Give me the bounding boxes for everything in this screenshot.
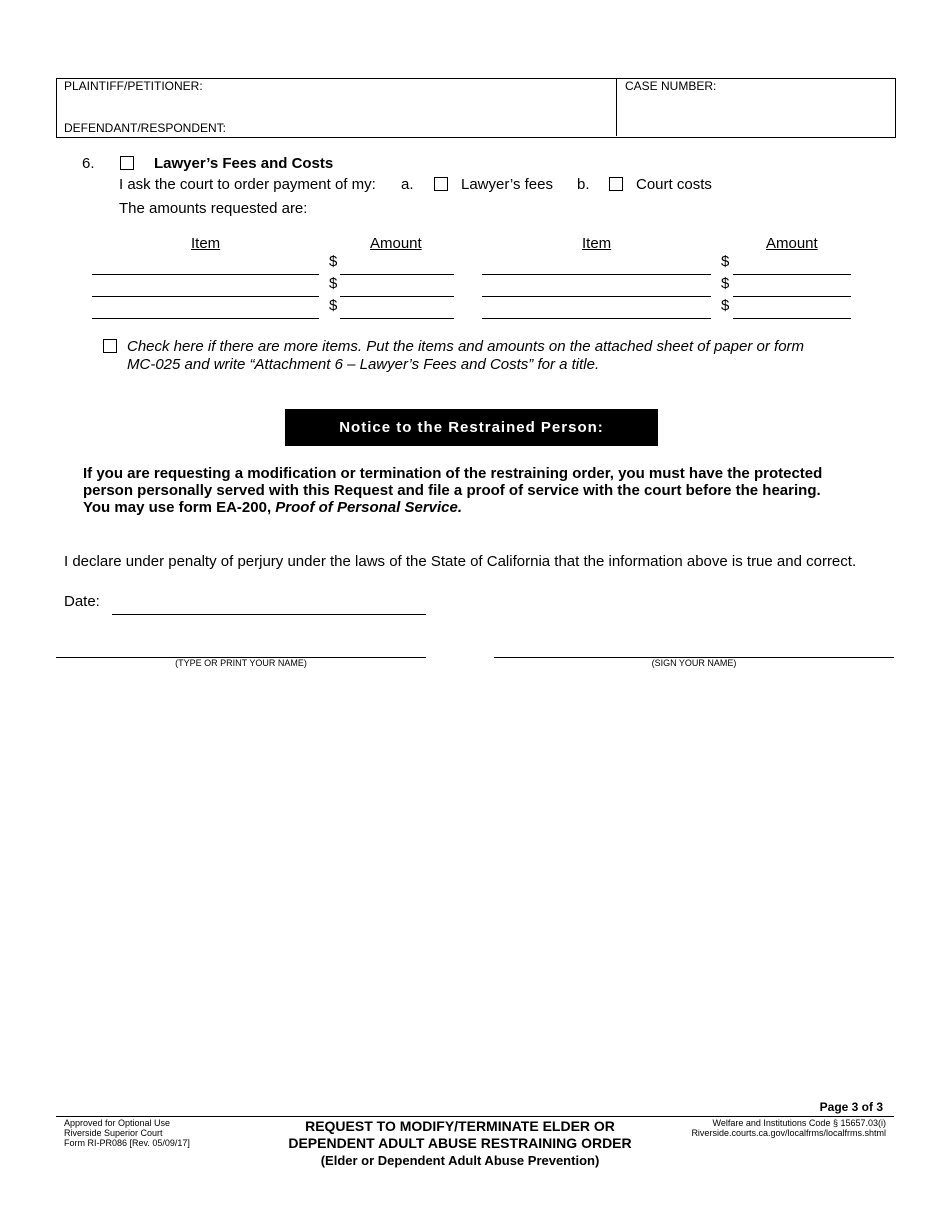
court-costs-text: Court costs xyxy=(636,176,712,193)
amount-field-line[interactable] xyxy=(733,274,851,275)
more-items-checkbox[interactable] xyxy=(103,339,117,353)
defendant-label: DEFENDANT/RESPONDENT: xyxy=(64,121,227,135)
col-amount-2: Amount xyxy=(766,235,818,252)
option-a-label: a. xyxy=(401,176,414,193)
amounts-text: The amounts requested are: xyxy=(119,200,308,217)
notice-banner: Notice to the Restrained Person: xyxy=(285,409,658,446)
dollar-sign: $ xyxy=(329,275,338,292)
date-label: Date: xyxy=(64,593,100,610)
fees-costs-checkbox[interactable] xyxy=(120,156,134,170)
amount-field-line[interactable] xyxy=(340,274,454,275)
section-title: Lawyer’s Fees and Costs xyxy=(154,155,334,172)
lawyers-fees-checkbox[interactable] xyxy=(434,177,448,191)
notice-line3-prefix: You may use form EA-200, xyxy=(83,499,276,516)
caption-divider xyxy=(616,78,617,136)
amount-field-line[interactable] xyxy=(733,296,851,297)
more-items-line1: Check here if there are more items. Put the items and amounts on the attached sheet of paper or form xyxy=(127,338,805,355)
item-number: 6. xyxy=(82,155,95,172)
case-number-label: CASE NUMBER: xyxy=(625,79,717,93)
more-items-line2: MC-025 and write “Attachment 6 – Lawyer’s Fees and Costs” for a title. xyxy=(127,356,600,373)
item-field-line[interactable] xyxy=(482,274,711,275)
footer-right-1: Welfare and Institutions Code § 15657.03(i) xyxy=(712,1118,886,1128)
dollar-sign: $ xyxy=(721,275,730,292)
page-number: Page 3 of 3 xyxy=(819,1100,883,1114)
form-title-line2: DEPENDENT ADULT ABUSE RESTRAINING ORDER xyxy=(288,1135,632,1151)
date-field-line[interactable] xyxy=(112,614,426,615)
type-name-label: (TYPE OR PRINT YOUR NAME) xyxy=(175,658,307,668)
notice-line3 xyxy=(83,499,462,516)
option-b-label: b. xyxy=(577,176,590,193)
col-item-2: Item xyxy=(582,235,612,252)
lawyers-fees-text: Lawyer’s fees xyxy=(461,176,553,193)
notice-line2: person personally served with this Request and file a proof of service with the court before the hearing. xyxy=(83,482,821,499)
amount-field-line[interactable] xyxy=(340,318,454,319)
col-item-1: Item xyxy=(191,235,221,252)
item-field-line[interactable] xyxy=(482,296,711,297)
col-amount-1: Amount xyxy=(370,235,422,252)
form-subtitle: (Elder or Dependent Adult Abuse Prevention) xyxy=(320,1153,600,1168)
item-field-line[interactable] xyxy=(92,274,319,275)
plaintiff-label: PLAINTIFF/PETITIONER: xyxy=(64,79,203,93)
item-field-line[interactable] xyxy=(92,296,319,297)
amount-field-line[interactable] xyxy=(733,318,851,319)
amount-field-line[interactable] xyxy=(340,296,454,297)
court-costs-checkbox[interactable] xyxy=(609,177,623,191)
footer-left-1: Approved for Optional Use xyxy=(64,1118,171,1128)
notice-line3-italic: Proof of Personal Service. xyxy=(275,499,463,516)
sign-name-label: (SIGN YOUR NAME) xyxy=(651,658,737,668)
footer-rule xyxy=(56,1116,894,1117)
form-title-line1: REQUEST TO MODIFY/TERMINATE ELDER OR xyxy=(305,1118,615,1134)
footer-right-2: Riverside.courts.ca.gov/localfrms/localfrms.shtml xyxy=(691,1128,886,1138)
dollar-sign: $ xyxy=(721,297,730,314)
dollar-sign: $ xyxy=(329,297,338,314)
item-field-line[interactable] xyxy=(92,318,319,319)
declaration-text: I declare under penalty of perjury under the laws of the State of California that the information above is true and correct. xyxy=(64,553,857,570)
dollar-sign: $ xyxy=(329,253,338,270)
item-field-line[interactable] xyxy=(482,318,711,319)
footer-left-2: Riverside Superior Court xyxy=(64,1128,163,1138)
notice-line1: If you are requesting a modification or termination of the restraining order, you must have the protected xyxy=(83,465,823,482)
dollar-sign: $ xyxy=(721,253,730,270)
footer-left-3: Form RI-PR086 [Rev. 05/09/17] xyxy=(64,1138,190,1148)
ask-text: I ask the court to order payment of my: xyxy=(119,176,376,193)
